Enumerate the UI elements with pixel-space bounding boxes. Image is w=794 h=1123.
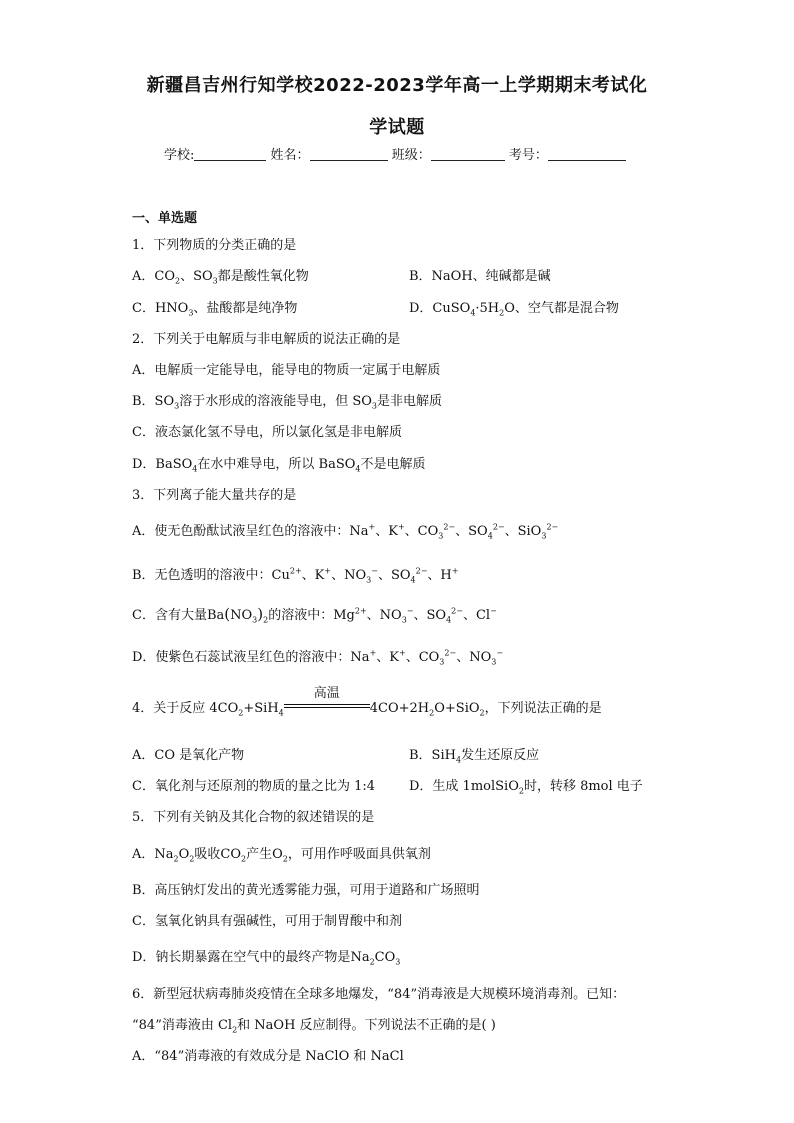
q4-option-a: A．CO 是氧化产物 <box>132 748 245 763</box>
q4-option-d: D．生成 1molSiO$_2$时，转移 8mol 电子 <box>409 779 643 796</box>
q2-option-c: C．液态氯化氢不导电，所以氯化氢是非电解质 <box>132 425 402 440</box>
number-label: 考号： <box>508 148 548 163</box>
q3-option-b: B．无色透明的溶液中：$Cu^{2+}$、K+、$NO_3^-$、$SO_4^{2-}$、H+ <box>132 566 459 585</box>
q3-option-a: A．使无色酚酞试液呈红色的溶液中：Na+、K+、$CO_3^{2-}$、$SO_4^{2-}$、SiO$_3^{2-}$ <box>132 522 559 541</box>
q1-option-d: D．$CuSO_4\cdot 5H_2O$、空气都是混合物 <box>409 301 619 318</box>
q5-option-c: C．氢氧化钠具有强碱性，可用于制胃酸中和剂 <box>132 914 402 929</box>
question-3-stem: 3．下列离子能大量共存的是 <box>132 488 297 503</box>
q5-option-b: B．高压钠灯发出的黄光透雾能力强，可用于道路和广场照明 <box>132 883 480 898</box>
q1-option-b: B．NaOH、纯碱都是碱 <box>409 269 551 284</box>
question-4-stem: 4．关于反应 $4CO_2+SiH_4$ 高温 $4CO+2H_2O+SiO_2$，下列说法正确的是 <box>132 697 602 716</box>
question-1-stem: 1．下列物质的分类正确的是 <box>132 238 297 253</box>
q1-option-a: A．$CO_2$、$SO_3$都是酸性氧化物 <box>132 269 309 286</box>
number-blank[interactable] <box>548 147 626 161</box>
student-info-fields <box>164 144 626 163</box>
name-blank[interactable] <box>310 147 388 161</box>
name-label: 姓名： <box>270 148 310 163</box>
q6-option-a: A．“84”消毒液的有效成分是 NaClO 和 NaCl <box>132 1049 404 1064</box>
reaction-condition-equals <box>284 686 370 713</box>
class-label: 班级： <box>391 148 431 163</box>
q3-option-c: C．含有大量$Ba(NO_3)_2$的溶液中：$Mg^{2+}$、$NO_3^-$、$SO_4^{2-}$、Cl− <box>132 605 497 625</box>
q4-option-b: B．SiH$_4$发生还原反应 <box>409 748 540 765</box>
question-2-stem: 2．下列关于电解质与非电解质的说法正确的是 <box>132 332 401 347</box>
school-label: 学校: <box>164 148 195 163</box>
question-6-stem-line1: 6．新型冠状病毒肺炎疫情在全球多地爆发，“84”消毒液是大规模环境消毒剂。已知： <box>132 987 626 1002</box>
school-blank[interactable] <box>194 147 266 161</box>
q5-option-d: D．钠长期暴露在空气中的最终产物是$Na_2CO_3$ <box>132 950 401 967</box>
q5-option-a: A．$Na_2O_2$吸收$CO_2$产生$O_2$，可用作呼吸面具供氧剂 <box>132 847 431 864</box>
exam-title-line2: 学试题 <box>369 117 425 138</box>
q2-option-a: A．电解质一定能导电，能导电的物质一定属于电解质 <box>132 363 441 378</box>
q2-option-d: D．BaSO$_4$在水中难导电，所以 BaSO$_4$不是电解质 <box>132 457 426 474</box>
section-title: 一、单选题 <box>132 211 198 226</box>
class-blank[interactable] <box>431 147 505 161</box>
q4-option-c: C．氧化剂与还原剂的物质的量之比为 1:4 <box>132 779 376 794</box>
reaction-condition-label: 高温 <box>313 686 340 701</box>
exam-title-line1: 新疆昌吉州行知学校2022-2023学年高一上学期期末考试化 <box>146 75 648 96</box>
q1-option-c: C．$HNO_3$、盐酸都是纯净物 <box>132 301 298 318</box>
question-6-stem-line2: “84”消毒液由 $Cl_2$和 NaOH 反应制得。下列说法不正确的是( ) <box>132 1018 496 1035</box>
q3-option-d: D．使紫色石蕊试液呈红色的溶液中：Na+、K+、$CO_3^{2-}$、$NO_3^-$ <box>132 648 504 667</box>
question-5-stem: 5．下列有关钠及其化合物的叙述错误的是 <box>132 810 375 825</box>
q2-option-b: B．$SO_3$溶于水形成的溶液能导电，但 $SO_3$是非电解质 <box>132 394 443 411</box>
